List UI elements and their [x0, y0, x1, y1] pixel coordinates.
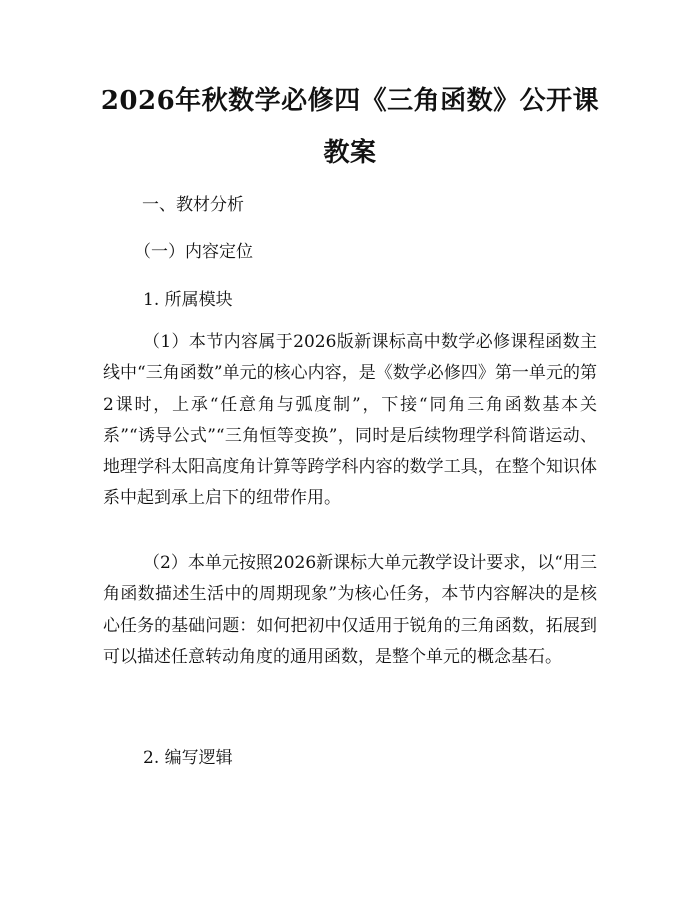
subsection-heading-1: （一）内容定位: [134, 242, 253, 262]
paragraph-2: （2）本单元按照2026新课标大单元教学设计要求，以“用三角函数描述生活中的周期现象”为核心任务，本节内容解决的是核心任务的基础问题：如何把初中仅适用于锐角的三角函数，拓展到可以描述任意转动角度的通用函数，是整个单元的概念基石。: [103, 553, 597, 667]
document-title: 2026年秋数学必修四《三角函数》公开课教案: [100, 86, 600, 168]
item-heading-1: 1. 所属模块: [143, 290, 233, 310]
section-heading-1: 一、教材分析: [142, 195, 244, 215]
item-heading-2: 2. 编写逻辑: [143, 748, 233, 768]
paragraph-1: （1）本节内容属于2026版新课标高中数学必修课程函数主线中“三角函数”单元的核心内容，是《数学必修四》第一单元的第2课时，上承“任意角与弧度制”，下接“同角三角函数基本关系”“诱导公式”“三角恒等变换”，同时是后续物理学科简谐运动、地理学科太阳高度角计算等跨学科内容的数学工具，在整个知识体系中起到承上启下的纽带作用。: [103, 332, 597, 509]
